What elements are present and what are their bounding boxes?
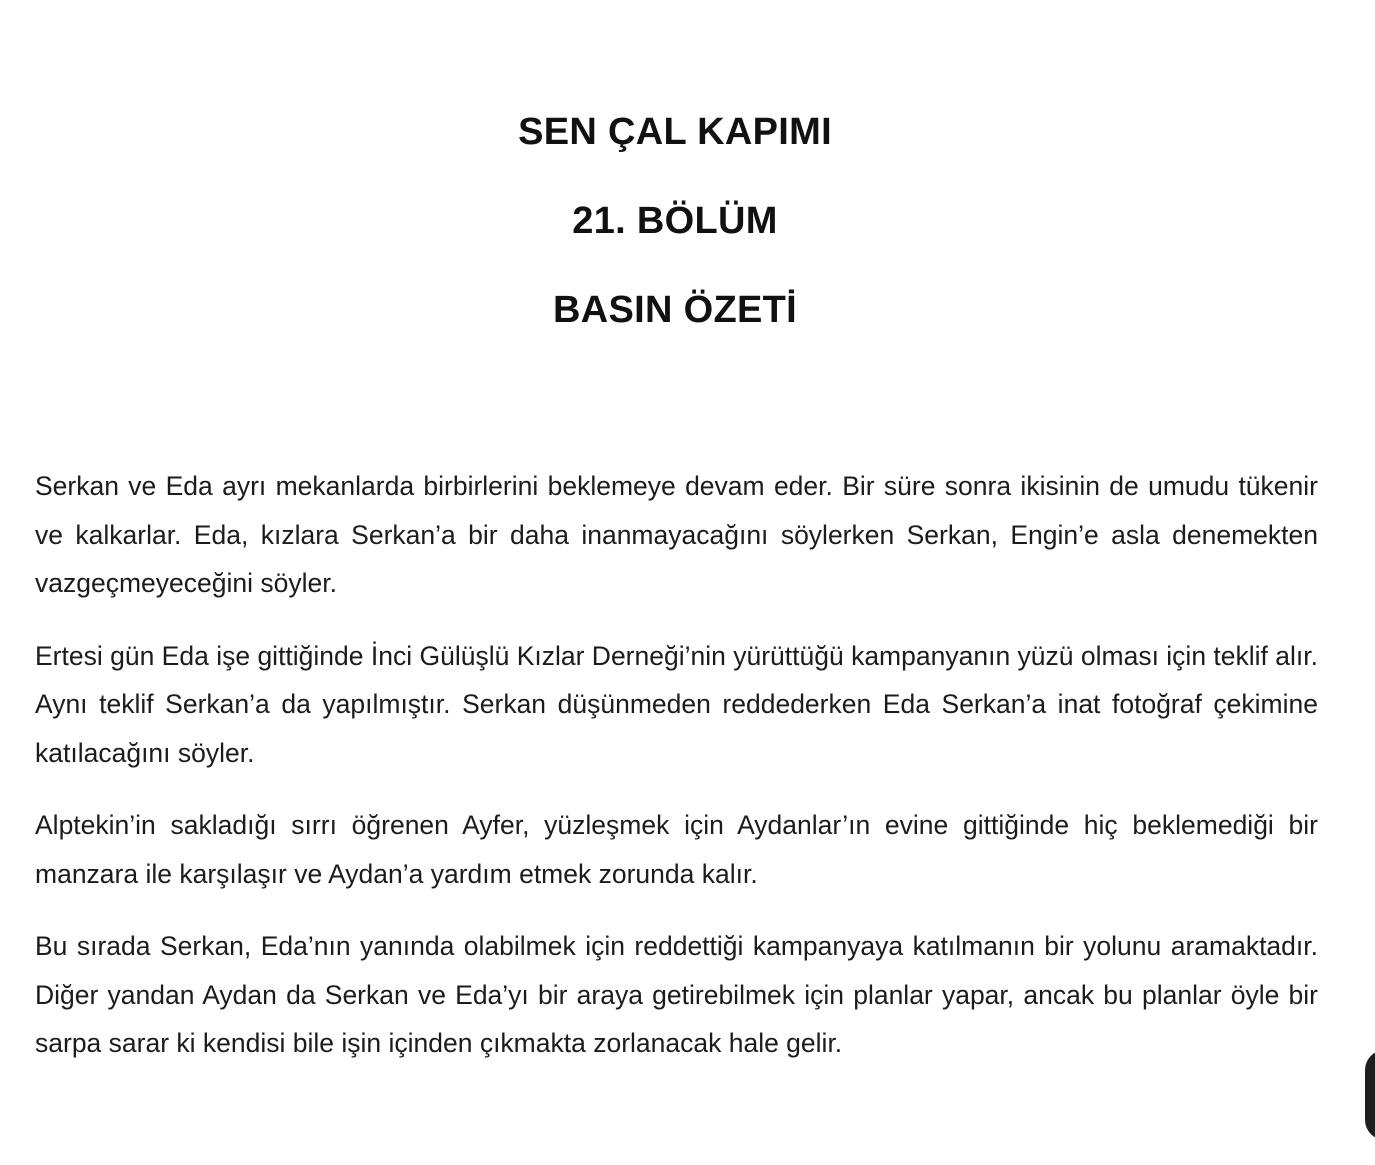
summary-body	[35, 462, 1318, 1092]
show-title: SEN ÇAL KAPIMI	[518, 111, 832, 153]
edge-shadow	[1365, 1050, 1375, 1140]
paragraph-2: Ertesi gün Eda işe gittiğinde İnci Gülüşlü Kızlar Derneği’nin yürüttüğü kampanyanın yüzü olması için teklif alır. Aynı teklif Serkan’a da yapılmıştır. Serkan düşünmeden reddederken Eda Serkan’a inat fotoğraf çekimine katılacağını söyler.	[35, 640, 1318, 768]
paragraph-3: Alptekin’in sakladığı sırrı öğrenen Ayfer, yüzleşmek için Aydanlar’ın evine gittiğinde hiç beklemediği bir manzara ile karşılaşır ve Aydan’a yardım etmek zorunda kalır.	[35, 810, 1318, 889]
title-block	[0, 108, 1350, 375]
summary-heading: BASIN ÖZETİ	[553, 289, 797, 331]
paragraph-1: Serkan ve Eda ayrı mekanlarda birbirlerini beklemeye devam eder. Bir süre sonra ikisinin de umudu tükenir ve kalkarlar. Eda, kızlara Serkan’a bir daha inanmayacağını söylerken Serkan, Engin’e asla denemekten vazgeçmeyeceğini söyler.	[35, 471, 1318, 598]
paragraph-4: Bu sırada Serkan, Eda’nın yanında olabilmek için reddettiği kampanyaya katılmanın bir yolunu aramaktadır. Diğer yandan Aydan da Serkan ve Eda’yı bir araya getirebilmek için planlar yapar, ancak bu planlar öyle bir sarpa sarar ki kendisi bile işin içinden çıkmakta zorlanacak hale gelir.	[35, 931, 1318, 1058]
episode-title: 21. BÖLÜM	[572, 200, 778, 242]
